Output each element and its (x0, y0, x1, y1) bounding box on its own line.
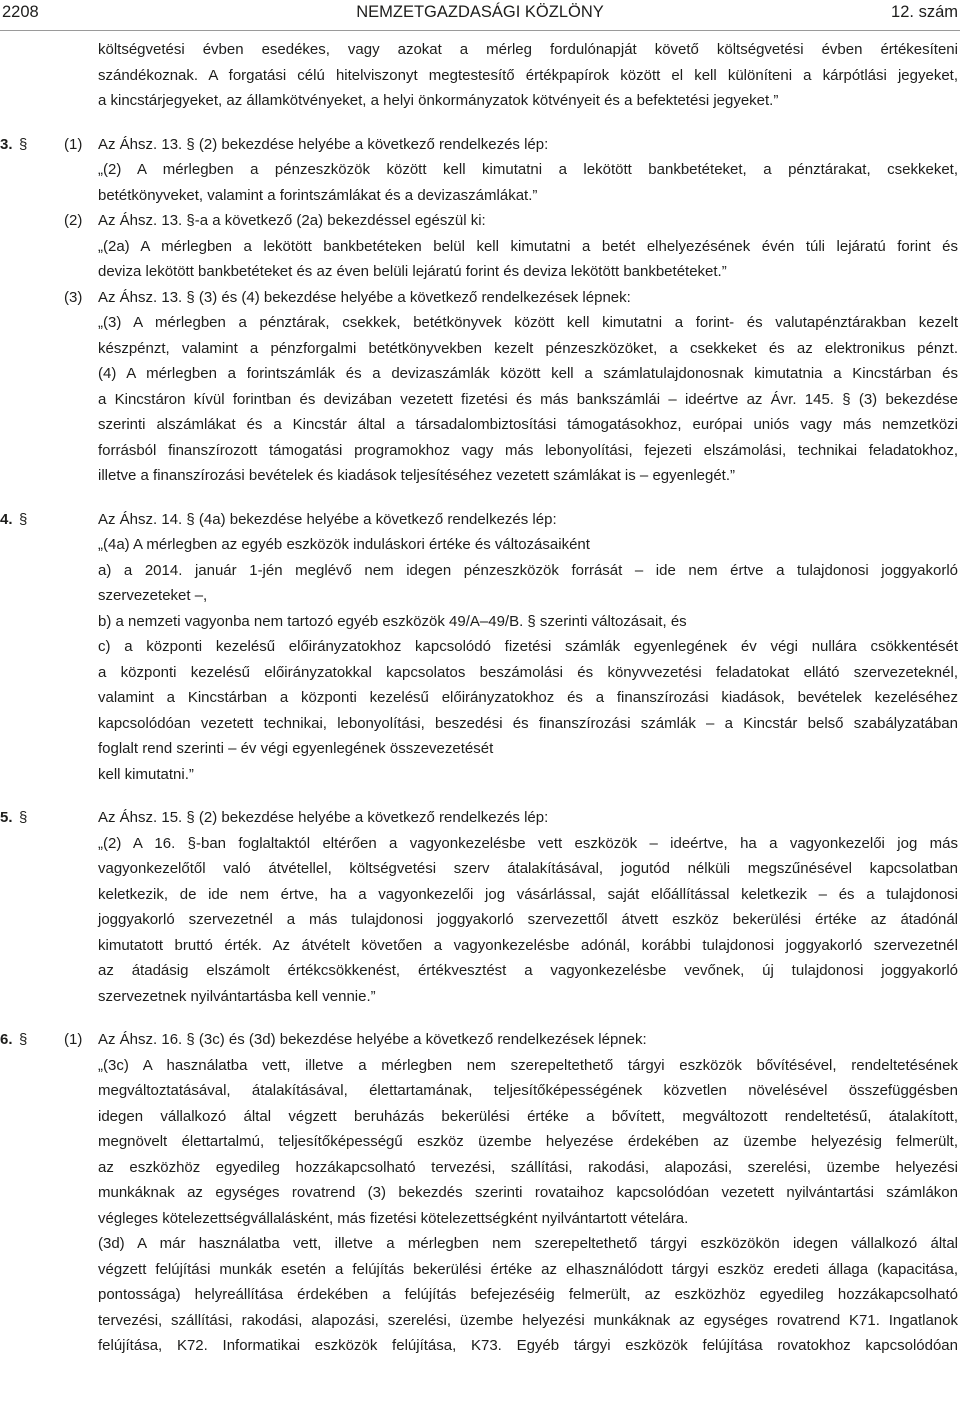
text-line (0, 1078, 960, 1104)
text-line (0, 88, 960, 114)
text-line (0, 660, 960, 686)
line-text: (4) A mérlegben a forintszámlák és a devizaszámlák között kell a számlatulajdonosnak kimutatnia a Kincstárban és (98, 365, 958, 382)
section-4 (0, 507, 960, 788)
document-body (0, 37, 960, 1359)
line-text: költségvetési évben esedékes, vagy azokat a mérleg fordulónapját követő költségvetési évben értékesíteni (98, 41, 958, 58)
line-text: „(4a) A mérlegben az egyéb eszközök induláskori értéke és változásaiként (98, 536, 590, 553)
line-text: idegen vállalkozó által végzett beruházás bekerülési értéke a bővített, megváltozott rendeltetésű, átalakított, (98, 1107, 958, 1125)
text-line (0, 63, 960, 89)
line-text: betétkönyveket, valamint a forintszámlákat és a devizaszámlákat.” (98, 186, 538, 204)
line-text: szervezetnek nyilvántartásba kell vennie.” (98, 987, 376, 1005)
section-number: 5. (0, 809, 13, 826)
text-line (0, 907, 960, 933)
section-5 (0, 805, 960, 1009)
line-text: keletkezik, de ide nem értve, ha a vagyonkezelői jog vásárlással, saját előállítással keletkezik – és a tulajdonosi (98, 885, 958, 903)
section-sign: § (19, 1031, 28, 1048)
text-line (0, 1104, 960, 1130)
text-line (0, 933, 960, 959)
header-rule (0, 30, 960, 31)
line-text: „(3) A mérlegben a pénztárak, csekkek, betétkönyvek között kell kimutatni a forint- és valutapénztárakban kezelt (98, 314, 958, 331)
line-text: Az Áhsz. 15. § (2) bekezdése helyébe a következő rendelkezés lép: (98, 809, 549, 826)
section-6 (0, 1027, 960, 1359)
text-line (0, 984, 960, 1010)
continued-paragraph (0, 37, 960, 114)
text-line (0, 1155, 960, 1181)
text-line (0, 1129, 960, 1155)
text-line (0, 234, 960, 260)
text-line (0, 685, 960, 711)
text-line (0, 711, 960, 737)
text-line (0, 831, 960, 857)
section-sign: § (19, 510, 28, 528)
section-spacer (0, 787, 960, 805)
text-line (0, 259, 960, 285)
text-line (0, 882, 960, 908)
line-text: „(3c) A használatba vett, illetve a mérlegben nem szerepeltethető tárgyi eszközök bővítésével, rendeltetésének (98, 1056, 958, 1074)
text-line (0, 583, 960, 609)
section-number: 4. (0, 510, 13, 528)
line-text: forrásból finanszírozott támogatási programokhoz vagy más lebonyolítási, fejezeti elszámolási, technikai feladatokhoz, (98, 441, 958, 459)
text-line (0, 609, 960, 635)
line-text: c) a központi kezelésű előirányzatokhoz kapcsolódó fizetési számlák egyenlegének év végi nullára csökkentését (98, 638, 958, 655)
text-line (0, 1333, 960, 1359)
line-text: Az Áhsz. 13. § (2) bekezdése helyébe a következő rendelkezés lép: (98, 135, 549, 153)
line-text: szerinti alszámlákat és a Kincstár által a társadalombiztosítási támogatásokhoz, európai uniós vagy más nemzetközi (98, 416, 958, 433)
text-line (0, 532, 960, 558)
text-line (0, 1308, 960, 1334)
text-line (0, 285, 960, 311)
line-text: foglalt rend szerinti – év végi egyenlegének összevezetését (98, 740, 494, 757)
line-text: (3d) A már használatba vett, illetve a mérlegben nem szerepeltethető tárgyi eszközökön idegen vállalkozó által (98, 1235, 958, 1252)
line-text: „(2) A 16. §-ban foglaltaktól eltérően a vagyonkezelésbe vett eszközök – ideértve, ha a vagyonkezelői jog más (98, 834, 958, 852)
text-line (0, 361, 960, 387)
line-text: a) a 2014. január 1-jén meglévő nem idegen pénzeszközök forrását – ide nem értve a tulajdonosi joggyakorló (98, 561, 958, 579)
line-text: készpénzt, valamint a pénzforgalmi betétkönyvekben kezelt pénzeszközöket, a csekkeket és az elektronikus pénzt. (98, 339, 958, 357)
text-line (0, 387, 960, 413)
line-text: az átadásig elszámolt értékcsökkenést, értékvesztést a vagyonkezelésbe vevőnek, új tulajdonosi joggyakorló (98, 962, 958, 979)
line-text: „(2) A mérlegben a pénzeszközök között kell kimutatni a lekötött bankbetéteket, a pénztárakat, csekkeket, (98, 161, 958, 178)
text-line (0, 1206, 960, 1232)
line-text: valamint a Kincstárban a központi kezelésű előirányzatokhoz és a finanszírozási kiadások, bevételek kezeléséhez (98, 689, 958, 706)
text-line (0, 958, 960, 984)
line-text: a Kincstáron kívül forintban és devizában vezetett fizetési és más bankszámlái – ideértve az Ávr. 145. § (3) bekezdése (98, 390, 958, 408)
line-text: Az Áhsz. 14. § (4a) bekezdése helyébe a következő rendelkezés lép: (98, 510, 557, 528)
section-number: 6. (0, 1031, 13, 1048)
text-line (0, 634, 960, 660)
line-text: megváltoztatásával, átalakításával, élettartamának, teljesítőképességének közvetlen növelésével összefüggésben (98, 1082, 958, 1099)
line-text: tervezési, szállítási, rakodási, alapozási, szerelési, üzembe helyezési munkáknak az egységes rovatrend K71. Ingatlanok (98, 1311, 958, 1329)
line-text: a kincstárjegyeket, az államkötvényeket, a helyi önkormányzatok kötvényeit és a befektetési jegyeket.” (98, 92, 779, 109)
section-spacer (0, 114, 960, 132)
text-line (0, 507, 960, 533)
line-text: joggyakorló szervezetnél a más tulajdonosi joggyakorló szervezettől átvett eszköz bekerülési értéke az átadónál (98, 911, 958, 928)
line-text: kell kimutatni.” (98, 765, 194, 783)
line-text: kimutatott bruttó érték. Az átvételt követően a vagyonkezelésbe adónál, korábbi tulajdonosi joggyakorló szervezetnél (98, 936, 958, 954)
subsection-number: (2) (64, 212, 83, 229)
line-text: végleges kötelezettségvállalásként, más fizetési kötelezettségként nyilvántartott vételára. (98, 1209, 689, 1227)
text-line (0, 1231, 960, 1257)
line-text: Az Áhsz. 13. § (3) és (4) bekezdése helyébe a következő rendelkezések lépnek: (98, 288, 631, 306)
section-3 (0, 132, 960, 489)
line-text: végzett felújítási munkák esetén a felújítás bekerülési értéke az elhasználódott tárgyi eszköz eredeti állaga (kapacitása, (98, 1260, 958, 1278)
text-line (0, 762, 960, 788)
line-text: szervezeteket –, (98, 587, 208, 604)
line-text: megnövelt élettartalmú, teljesítőképességű eszköz üzembe helyezése érdekében az üzembe helyezésig felmerült, (98, 1133, 958, 1150)
text-line (0, 208, 960, 234)
section-sign: § (19, 809, 28, 826)
line-text: b) a nemzeti vagyonba nem tartozó egyéb eszközök 49/A–49/B. § szerinti változásait, és (98, 612, 687, 630)
line-text: Az Áhsz. 16. § (3c) és (3d) bekezdése helyébe a következő rendelkezések lépnek: (98, 1031, 647, 1048)
text-line (0, 1180, 960, 1206)
text-line (0, 463, 960, 489)
text-line (0, 412, 960, 438)
section-sign: § (19, 135, 28, 153)
text-line (0, 1027, 960, 1053)
issue-number: 12. szám (891, 3, 958, 21)
section-spacer (0, 489, 960, 507)
text-line (0, 805, 960, 831)
text-line (0, 37, 960, 63)
section-spacer (0, 1009, 960, 1027)
text-line (0, 1282, 960, 1308)
text-line (0, 183, 960, 209)
line-text: pontossága) helyreállítása érdekében a felújítás befejezéséig felmerült, az eszközhöz egyedileg hozzákapcsolható (98, 1286, 958, 1303)
line-text: munkáknak az egységes rovatrend (3) bekezdés szerinti rovataihoz kapcsolódóan vezetett nyilvántartási számlákon (98, 1184, 958, 1201)
text-line (0, 558, 960, 584)
line-text: a központi kezelésű előirányzatokkal kapcsolatos beszámolási és könyvvezetési feladatokat ellátó szervezeteknél, (98, 663, 958, 681)
text-line (0, 438, 960, 464)
line-text: kapcsolódóan vezetett technikai, lebonyolítási, beszedési és finanszírozási számlák – a Kincstár belső szabályzatában (98, 714, 958, 732)
section-number: 3. (0, 135, 13, 153)
text-line (0, 736, 960, 762)
subsection-number: (1) (64, 135, 83, 153)
subsection-number: (1) (64, 1031, 83, 1048)
page-number: 2208 (2, 3, 39, 21)
page-header (0, 0, 960, 22)
text-line (0, 1053, 960, 1079)
journal-title: NEMZETGAZDASÁGI KÖZLÖNY (356, 3, 604, 21)
line-text: deviza lekötött bankbetéteket és az éven belüli lejáratú forint és deviza lekötött bankbetéteket.” (98, 263, 727, 280)
line-text: „(2a) A mérlegben a lekötött bankbetéteken belül kell kimutatni a betét elhelyezésének évén túli lejáratú forint és (98, 237, 958, 255)
line-text: illetve a finanszírozási bevételek és kiadások teljesítéséhez vezetett számlákat is – egyenlegét.” (98, 467, 736, 484)
text-line (0, 856, 960, 882)
text-line (0, 132, 960, 158)
line-text: az eszközhöz egyedileg hozzákapcsolható tervezési, szállítási, rakodási, alapozási, szerelési, üzembe helyezési (98, 1158, 958, 1176)
line-text: Az Áhsz. 13. §-a a következő (2a) bekezdéssel egészül ki: (98, 212, 486, 229)
line-text: szándékoznak. A forgatási célú hitelviszonyt megtestesítő értékpapírok között el kell különíteni a kárpótlási jegyeket, (98, 66, 958, 84)
text-line (0, 1257, 960, 1283)
line-text: felújítása, K72. Informatikai eszközök felújítása, K73. Egyéb tárgyi eszközök felújítása rovatokhoz kapcsolódóan (98, 1337, 958, 1354)
text-line (0, 157, 960, 183)
subsection-number: (3) (64, 288, 83, 306)
line-text: vagyonkezelőtől való átvétellel, költségvetési szerv átalakításával, jogutód nélküli megszűnésével kapcsolatban (98, 860, 958, 877)
text-line (0, 310, 960, 336)
text-line (0, 336, 960, 362)
